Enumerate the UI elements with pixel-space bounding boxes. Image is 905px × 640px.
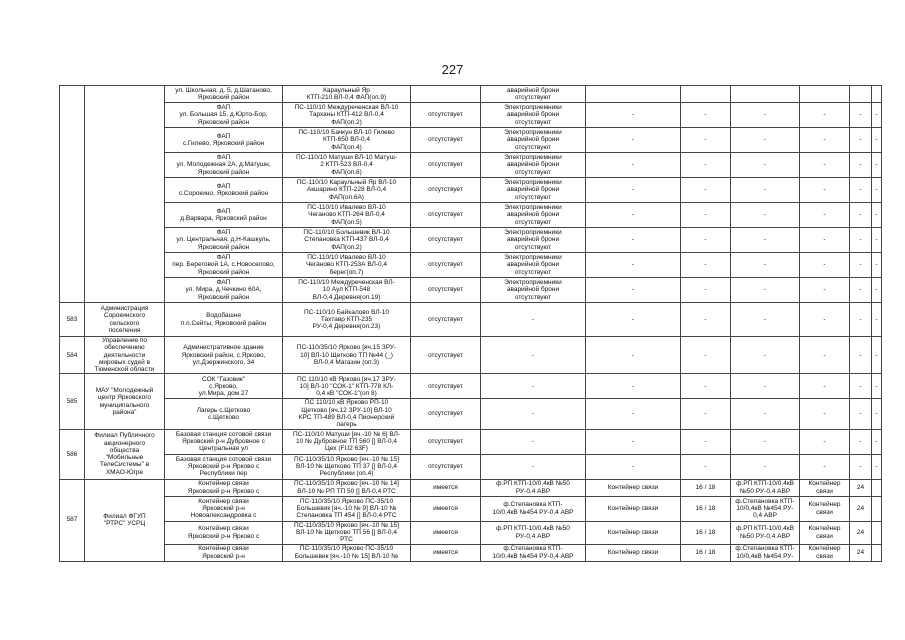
col-11: - [850,253,872,278]
organization-name [85,86,165,303]
object-address: ул. Школьная, д. 5, д.Шатаново, Ярковский район [165,86,283,103]
row-number [60,86,85,303]
col-11 [850,86,872,103]
table-row [60,86,882,103]
col-9: - [731,454,800,479]
backup-generator: отсутствует [411,278,481,303]
power-feed: ПС-110/10 Караульный Яр ВЛ-10 Акшарино КТП-228 ВЛ-0,4 ФАП(оп.6А) [283,178,411,203]
col-7: - [586,228,681,253]
col-8: - [681,303,731,337]
power-feed: ПС-110/10 Междуреченская ВЛ-10 Тарханы КТП-412 ВЛ-0,4 ФАП(оп.2) [283,103,411,128]
col-9: - [731,103,800,128]
backup-generator: отсутствует [411,253,481,278]
object-address: Контейнер связи Ярковский р-н Ярково с [165,521,283,544]
object-address: Базовая станция сотовой связи Ярковский р-н Ярково с Республики пер [165,454,283,479]
table-row [60,374,882,399]
backup-generator [411,86,481,103]
col-11: 24 [850,521,872,544]
backup-generator: отсутствует [411,228,481,253]
data-table [59,85,882,562]
col-12: - [872,337,882,374]
col-12: - [872,228,882,253]
col-11: - [850,228,872,253]
table-row [60,178,882,203]
row-number: 583 [60,303,85,337]
emergency-category: Электроприемники аварийной брони отсутствуют [481,278,586,303]
col-8: - [681,337,731,374]
col-11: - [850,454,872,479]
emergency-category: Электроприемники аварийной брони отсутствуют [481,228,586,253]
col-11: - [850,399,872,429]
object-address: ФАП ул. Центральная, д.Н-Кашкуль, Ярковский район [165,228,283,253]
col-7: - [586,278,681,303]
col-12 [872,479,882,496]
emergency-category: Электроприемники аварийной брони отсутствуют [481,103,586,128]
col-9 [731,86,800,103]
col-12 [872,521,882,544]
col-7: - [586,303,681,337]
col-7: - [586,128,681,153]
col-11: - [850,337,872,374]
col-7: - [586,374,681,399]
col-10: - [800,228,850,253]
col-8: - [681,103,731,128]
table-row [60,479,882,496]
power-feed: ПС 110/10 кВ Ярково [яч.17 ЗРУ- 10] ВЛ-10 "СОК-1" КТП-778 КЛ- 0,4 кВ "СОК-1"(оп 8) [283,374,411,399]
emergency-category: - [481,399,586,429]
col-8: 16 / 18 [681,544,731,561]
col-10: - [800,103,850,128]
col-10: - [800,153,850,178]
col-7: - [586,103,681,128]
col-9: ф.РП КТП-10/0,4кВ №50 РУ-0,4 АВР [731,521,800,544]
object-address: Контейнер связи Ярковский р-н Ярково с [165,479,283,496]
col-10 [800,86,850,103]
object-address: ФАП д.Варвара, Ярковский район [165,203,283,228]
backup-generator: отсутствует [411,153,481,178]
emergency-category: аварийной брони отсутствуют [481,86,586,103]
backup-generator: отсутствует [411,454,481,479]
col-9: - [731,253,800,278]
col-10: - [800,374,850,399]
backup-generator: имеется [411,496,481,521]
col-8: 16 / 18 [681,521,731,544]
col-7: - [586,253,681,278]
col-7: - [586,454,681,479]
col-12: - [872,374,882,399]
object-address: ФАП ул. Молодежная 2А, д.Матушн, Ярковский район [165,153,283,178]
table-row [60,399,882,429]
backup-generator: отсутствует [411,103,481,128]
object-address: Контейнер связи Ярковский р-н [165,544,283,561]
table-row [60,153,882,178]
backup-generator: имеется [411,479,481,496]
col-8: - [681,178,731,203]
backup-generator: отсутствует [411,128,481,153]
table-row [60,103,882,128]
object-address: ФАП пер. Береговой 1А, с.Новоселово, Ярковский район [165,253,283,278]
backup-generator: отсутствует [411,203,481,228]
table-row [60,337,882,374]
col-9: - [731,429,800,454]
power-feed: ПС-110/35/10 Ярково [яч.-10 № 15] ВЛ-10 № Щетково ТП 37 [] ВЛ-0,4 Республики (оп.4) [283,454,411,479]
col-8: - [681,454,731,479]
col-7: Контейнер связи [586,496,681,521]
row-number: 587 [60,479,85,561]
backup-generator: отсутствует [411,337,481,374]
col-8: - [681,253,731,278]
backup-generator: отсутствует [411,399,481,429]
col-7: - [586,399,681,429]
col-11: - [850,374,872,399]
page-number: 227 [441,62,464,77]
organization-name: Филиал ФГУП "РТРС" УСРЦ [85,479,165,561]
power-feed: ПС-110/10 Бачкун ВЛ-10 Гилево КТП-650 ВЛ-0,4 ФАП(оп.4) [283,128,411,153]
col-7: - [586,429,681,454]
power-feed: ПС-110/10 Матуши ВЛ-10 Матуш- 2 КТП-523 ВЛ-0,4 ФАП(оп.6) [283,153,411,178]
emergency-category: Электроприемники аварийной брони отсутствуют [481,203,586,228]
col-10: - [800,303,850,337]
col-10: - [800,429,850,454]
emergency-category: ф.РП КТП-10/0,4кВ №50 РУ-0,4 АВР [481,521,586,544]
col-12: - [872,103,882,128]
backup-generator: отсутствует [411,303,481,337]
col-10: Контейнер связи [800,479,850,496]
col-12: - [872,429,882,454]
col-9: - [731,399,800,429]
row-number: 584 [60,337,85,374]
col-11: - [850,429,872,454]
col-12 [872,544,882,561]
col-9: - [731,278,800,303]
col-11: - [850,128,872,153]
emergency-category: - [481,429,586,454]
col-11: - [850,178,872,203]
col-8: - [681,228,731,253]
col-7: - [586,153,681,178]
table-row [60,253,882,278]
col-10: Контейнер связи [800,496,850,521]
col-9: ф.РП КТП-10/0,4кВ №50 РУ-0,4 АВР [731,479,800,496]
emergency-category: Электроприемники аварийной брони отсутствуют [481,153,586,178]
col-12: - [872,178,882,203]
col-8: - [681,203,731,228]
table-row [60,454,882,479]
object-address: Контейнер связи Ярковский р-н Новоалександровка с [165,496,283,521]
col-10: - [800,454,850,479]
emergency-category: ф.Степановка КТП- 10/0,4кВ №454 РУ-0,4 АВР [481,496,586,521]
col-9: - [731,303,800,337]
col-10: - [800,337,850,374]
col-11: - [850,278,872,303]
backup-generator: отсутствует [411,374,481,399]
power-feed: ПС-110/35/10 Ярково [яч.15 ЗРУ- 10] ВЛ-10 Щетково ТП №44 (_) ВЛ-0,4 Магазин (оп.3) [283,337,411,374]
col-10: - [800,178,850,203]
col-12: - [872,303,882,337]
col-8: - [681,399,731,429]
object-address: ФАП ул. Большая 15, д.Юрто-Бор, Ярковский район [165,103,283,128]
col-9: - [731,153,800,178]
col-10: - [800,278,850,303]
table-row [60,521,882,544]
col-12: - [872,278,882,303]
col-7: Контейнер связи [586,521,681,544]
power-feed: ПС-110/10 Большевик ВЛ-10 Степановка КТП-437 ВЛ-0,4 ФАП(оп.2) [283,228,411,253]
col-12: - [872,253,882,278]
emergency-category: - [481,337,586,374]
object-address: ФАП с.Сорокино, Ярковский район [165,178,283,203]
emergency-category: ф.Степановка КТП- 10/0,4кВ №454 РУ-0,4 АВР [481,544,586,561]
organization-name: Управление по обеспечению деятельности мировых судей в Тюменской области [85,337,165,374]
power-feed: Караульный Яр КТП-210 ВЛ-0,4 ФАП(оп.9) [283,86,411,103]
col-12 [872,496,882,521]
table-row [60,128,882,153]
col-10: - [800,253,850,278]
object-address: ФАП ул. Мира, д.Чечкино 60А, Ярковский район [165,278,283,303]
row-number: 586 [60,429,85,479]
object-address: Административное здание Ярковский район, с.Ярково, ул.Дзержинского, 34 [165,337,283,374]
col-7: Контейнер связи [586,544,681,561]
table-row [60,228,882,253]
col-11: - [850,303,872,337]
organization-name: Филиал Публичного акционерного общества "Мобильные ТелеСистемы" в ХМАО-Югре [85,429,165,479]
power-feed: ПС-110/10 Ивалево ВЛ-10 Чеганово КТП-253А ВЛ-0,4 берег(оп.7) [283,253,411,278]
col-11: 24 [850,496,872,521]
col-12 [872,86,882,103]
col-10: Контейнер связи [800,544,850,561]
power-feed: ПС-110/10 Байкалово ВЛ-10 Тахтавр КТП-235 РУ-0,4 Деревня(оп.23) [283,303,411,337]
col-12: - [872,454,882,479]
col-12: - [872,128,882,153]
table-row [60,203,882,228]
object-address: ФАП с.Гилево, Ярковский район [165,128,283,153]
col-12: - [872,153,882,178]
object-address: Лагерь с.Щетково с.Щетково [165,399,283,429]
col-7: - [586,203,681,228]
table-row [60,429,882,454]
organization-name: МАУ "Молодежный центр Ярковского муниципального района" [85,374,165,429]
col-7: Контейнер связи [586,479,681,496]
col-10: - [800,203,850,228]
col-8: - [681,278,731,303]
col-11: - [850,153,872,178]
col-11: 24 [850,544,872,561]
col-9: - [731,203,800,228]
col-7: - [586,178,681,203]
col-10: - [800,399,850,429]
col-10: Контейнер связи [800,521,850,544]
emergency-category: - [481,374,586,399]
col-10: - [800,128,850,153]
col-9: - [731,337,800,374]
emergency-category: Электроприемники аварийной брони отсутствуют [481,253,586,278]
table-row [60,496,882,521]
power-feed: ПС-110/10 Междуреченская ВЛ- 10 Аул КТП-548 ВЛ-0,4 Деревня(оп.19) [283,278,411,303]
col-8 [681,86,731,103]
object-address: Водобашня п.п.Сейты, Ярковский район [165,303,283,337]
backup-generator: отсутствует [411,178,481,203]
col-8: 16 / 18 [681,496,731,521]
table-row [60,303,882,337]
col-8: - [681,374,731,399]
emergency-category: - [481,454,586,479]
col-9: - [731,374,800,399]
col-8: - [681,153,731,178]
backup-generator: имеется [411,521,481,544]
col-12: - [872,399,882,429]
object-address: СОК "Газовик" с.Ярково, ул.Мира, дом 27 [165,374,283,399]
emergency-category: ф.РП КТП-10/0,4кВ №50 РУ-0,4 АВР [481,479,586,496]
backup-generator: отсутствует [411,429,481,454]
col-8: 16 / 18 [681,479,731,496]
backup-generator: имеется [411,544,481,561]
power-feed: ПС-110/10 Матуши [яч.-10 № 6] ВЛ- 10 № Дубровное ТП 560 [] ВЛ-0,4 Цех (FU2 63F) [283,429,411,454]
col-9: - [731,128,800,153]
col-9: - [731,228,800,253]
object-address: Базовая станция сотовой связи Ярковский р-н Дубровное с Центральная ул [165,429,283,454]
power-feed: ПС-110/35/10 Ярково [яч.-10 № 15] ВЛ-10 № Щетково ТП 56 [] ВЛ-0,4 РТС [283,521,411,544]
emergency-category: Электроприемники аварийной брони отсутствуют [481,128,586,153]
col-9: ф.Степановка КТП- 10/0,4кВ №454 РУ- 0,4 АВР [731,496,800,521]
table-row [60,278,882,303]
emergency-category: Электроприемники аварийной брони отсутствуют [481,178,586,203]
col-8: - [681,128,731,153]
organization-name: Администрация Сорокинского сельского поселения [85,303,165,337]
col-9: - [731,178,800,203]
col-11: 24 [850,479,872,496]
col-7 [586,86,681,103]
power-feed: ПС-110/35/10 Ярково ПС-35/10 Большевик [яч.-10 № 9] ВЛ-10 № Степановка ТП 454 [] ВЛ-0,4 РТС [283,496,411,521]
power-feed: ПС-110/35/10 Ярково [яч.-10 № 14] ВЛ-10 № РП ТП 50 [] ВЛ-0,4 РТС [283,479,411,496]
table-row [60,544,882,561]
col-7: - [586,337,681,374]
col-11: - [850,203,872,228]
power-feed: ПС-110/10 Ивалево ВЛ-10 Чеганово КТП-264 ВЛ-0,4 ФАП(оп.5) [283,203,411,228]
power-feed: ПС 110/10 кВ Ярково РП-10 Щетково [яч.12 ЗРУ-10] ВЛ-10 КРС ТП-489 ВЛ-0,4 Пионерский лагерь [283,399,411,429]
col-8: - [681,429,731,454]
col-9: ф.Степановка КТП- 10/0,4кВ №454 РУ- [731,544,800,561]
power-feed: ПС-110/35/10 Ярково ПС-35/10 Большевик [яч.-10 № 15] ВЛ-10 № [283,544,411,561]
col-11: - [850,103,872,128]
row-number: 585 [60,374,85,429]
emergency-category: - [481,303,586,337]
col-12: - [872,203,882,228]
